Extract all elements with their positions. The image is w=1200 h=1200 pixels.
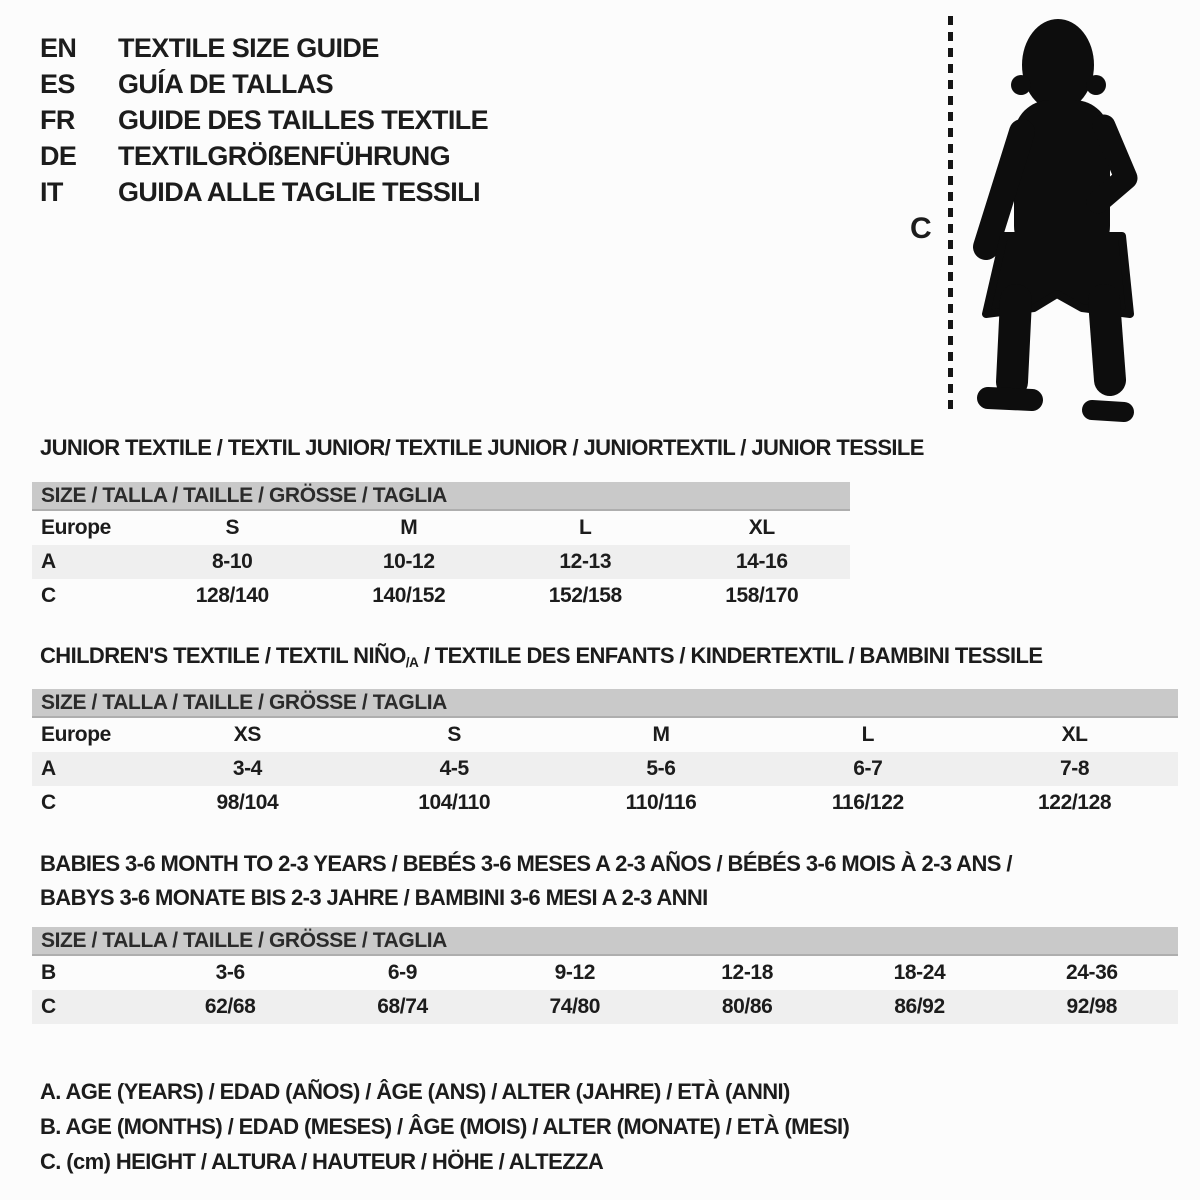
- size-cell: M: [400, 516, 418, 539]
- height-cell: 158/170: [725, 584, 799, 607]
- height-cell: 86/92: [894, 995, 945, 1018]
- legend-line-b: B. AGE (MONTHS) / EDAD (MESES) / ÂGE (MOIS) / ALTER (MONATE) / ETÀ (MESI): [40, 1114, 850, 1139]
- age-cell: 12-18: [721, 961, 773, 984]
- height-measure-label: C: [910, 212, 932, 245]
- page-title: TEXTILE SIZE GUIDE: [118, 32, 379, 63]
- height-cell: 128/140: [195, 584, 269, 607]
- page-title-fr: GUIDE DES TAILLES TEXTILE: [118, 104, 489, 135]
- height-measure-dashed-line: [948, 16, 953, 416]
- lang-code: ES: [40, 68, 75, 99]
- children-title-prefix: CHILDREN'S TEXTILE / TEXTIL NIÑO: [40, 643, 406, 668]
- row-label: A: [41, 550, 56, 573]
- page-title-it: GUIDA ALLE TAGLIE TESSILI: [118, 176, 480, 207]
- age-cell: 4-5: [439, 757, 469, 780]
- age-cell: 24-36: [1065, 961, 1118, 984]
- table-row: [32, 511, 850, 545]
- lang-code: DE: [40, 140, 77, 171]
- row-label: C: [41, 791, 56, 814]
- language-title-block: [40, 30, 488, 210]
- lang-row-de: [40, 138, 488, 174]
- row-label: C: [41, 584, 56, 607]
- height-cell: 98/104: [216, 791, 279, 814]
- age-cell: 10-12: [382, 550, 435, 573]
- height-cell: 80/86: [721, 995, 773, 1018]
- height-cell: 92/98: [1066, 995, 1118, 1018]
- age-cell: 7-8: [1060, 757, 1090, 780]
- children-section-title: [40, 645, 1042, 674]
- table-row: [32, 786, 1178, 820]
- junior-table-header: SIZE / TALLA / TAILLE / GRÖSSE / TAGLIA: [32, 482, 850, 511]
- toddler-silhouette-icon: [956, 12, 1146, 426]
- size-cell: S: [447, 723, 461, 746]
- table-row: [32, 579, 850, 613]
- size-cell: S: [225, 516, 240, 539]
- children-title-subscript: /A: [405, 654, 419, 670]
- age-cell: 18-24: [893, 961, 946, 984]
- junior-size-table: [32, 482, 850, 613]
- table-row: [32, 718, 1178, 752]
- babies-section-title-line1: BABIES 3-6 MONTH TO 2-3 YEARS / BEBÉS 3-6 MESES A 2-3 AÑOS / BÉBÉS 3-6 MOIS À 2-3 ANS /: [40, 851, 1012, 876]
- size-cell: L: [861, 723, 874, 746]
- row-label: C: [41, 995, 56, 1018]
- row-label: Europe: [41, 516, 111, 539]
- height-cell: 116/122: [831, 791, 904, 814]
- age-cell: 6-9: [387, 961, 418, 984]
- lang-code: EN: [40, 32, 77, 63]
- size-cell: XL: [1061, 723, 1088, 746]
- junior-section-title: JUNIOR TEXTILE / TEXTIL JUNIOR/ TEXTILE JUNIOR / JUNIORTEXTIL / JUNIOR TESSILE: [40, 435, 924, 460]
- row-label: A: [41, 757, 56, 780]
- lang-row-fr: [40, 102, 488, 138]
- age-cell: 6-7: [853, 757, 883, 780]
- age-cell: 5-6: [646, 757, 676, 780]
- babies-size-table: [32, 927, 1178, 1024]
- legend-line-a: A. AGE (YEARS) / EDAD (AÑOS) / ÂGE (ANS) / ALTER (JAHRE) / ETÀ (ANNI): [40, 1079, 790, 1104]
- babies-table-header: SIZE / TALLA / TAILLE / GRÖSSE / TAGLIA: [32, 927, 1178, 956]
- age-cell: 8-10: [212, 550, 253, 573]
- lang-code: FR: [40, 104, 75, 135]
- lang-row-es: [40, 66, 488, 102]
- babies-section-title-line2: BABYS 3-6 MONATE BIS 2-3 JAHRE / BAMBINI 3-6 MESI A 2-3 ANNI: [40, 885, 708, 910]
- measurement-legend: [40, 1074, 849, 1179]
- age-cell: 14-16: [735, 550, 788, 573]
- age-cell: 3-6: [215, 961, 245, 984]
- size-cell: XL: [748, 516, 775, 539]
- height-cell: 62/68: [204, 995, 256, 1018]
- row-label: Europe: [41, 723, 111, 746]
- table-row: [32, 752, 1178, 786]
- height-cell: 74/80: [549, 995, 601, 1018]
- table-row: [32, 545, 850, 579]
- age-cell: 3-4: [232, 757, 262, 780]
- lang-code: IT: [40, 176, 63, 207]
- page-title-es: GUÍA DE TALLAS: [118, 68, 334, 99]
- height-cell: 140/152: [372, 584, 446, 607]
- lang-row-en: [40, 30, 488, 66]
- lang-row-it: [40, 174, 488, 210]
- size-cell: XS: [233, 723, 261, 746]
- children-size-table: [32, 689, 1178, 820]
- children-title-suffix: / TEXTILE DES ENFANTS / KINDERTEXTIL / BAMBINI TESSILE: [418, 643, 1043, 668]
- age-cell: 9-12: [554, 961, 596, 984]
- height-cell: 152/158: [548, 584, 622, 607]
- table-row: [32, 956, 1178, 990]
- size-cell: L: [579, 516, 592, 539]
- height-cell: 122/128: [1038, 791, 1112, 814]
- age-cell: 12-13: [559, 550, 612, 573]
- height-cell: 68/74: [377, 995, 428, 1018]
- height-cell: 110/116: [625, 791, 697, 814]
- page-title-de: TEXTILGRÖßENFÜHRUNG: [118, 140, 451, 171]
- children-table-header: SIZE / TALLA / TAILLE / GRÖSSE / TAGLIA: [32, 689, 1178, 718]
- legend-line-c: C. (cm) HEIGHT / ALTURA / HAUTEUR / HÖHE / ALTEZZA: [40, 1149, 604, 1174]
- height-cell: 104/110: [418, 791, 491, 814]
- size-cell: M: [652, 723, 670, 746]
- row-label: B: [41, 961, 56, 984]
- table-row: [32, 990, 1178, 1024]
